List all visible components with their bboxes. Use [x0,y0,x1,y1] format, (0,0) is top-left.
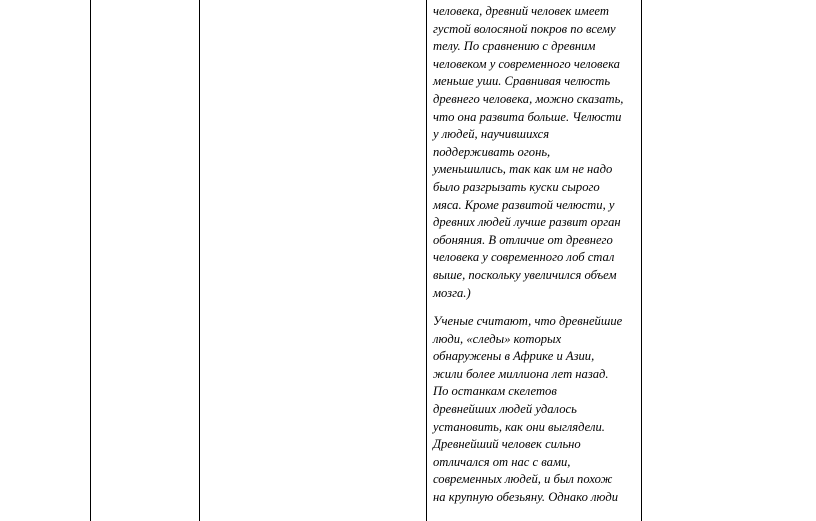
text-paragraph-1: человека, древний человек имеет густой волосяной покров по всему телу. По сравнению с древним человеком у современного человека меньше уши. Сравнивая челюсть древнего человека, можно сказать, что она развита больше. Челюсти у людей, научившихся поддерживать огонь, уменьшились, так как им не надо было разгрызать куски сырого мяса. Кроме развитой челюсти, у древних людей лучше развит орган обоняния. В отличие от древнего человека у современного лоб стал выше, поскольку увеличился объем мозга.) [433,4,624,300]
table-cell-3 [200,0,426,521]
text-paragraph-2: Ученые считают, что древнейшие люди, «следы» которых обнаружены в Африке и Азии, жили более миллиона лет назад. По останкам скелетов древнейших людей удалось установить, как они выглядели. Древнейший человек сильно отличался от нас с вами, современных людей, и был похож на крупную обезьяну. Однако люди [433,314,623,504]
table-cell-5 [642,0,816,521]
table-cell-1 [0,0,90,521]
column-border-3 [426,0,427,521]
table-cell-2 [91,0,199,521]
